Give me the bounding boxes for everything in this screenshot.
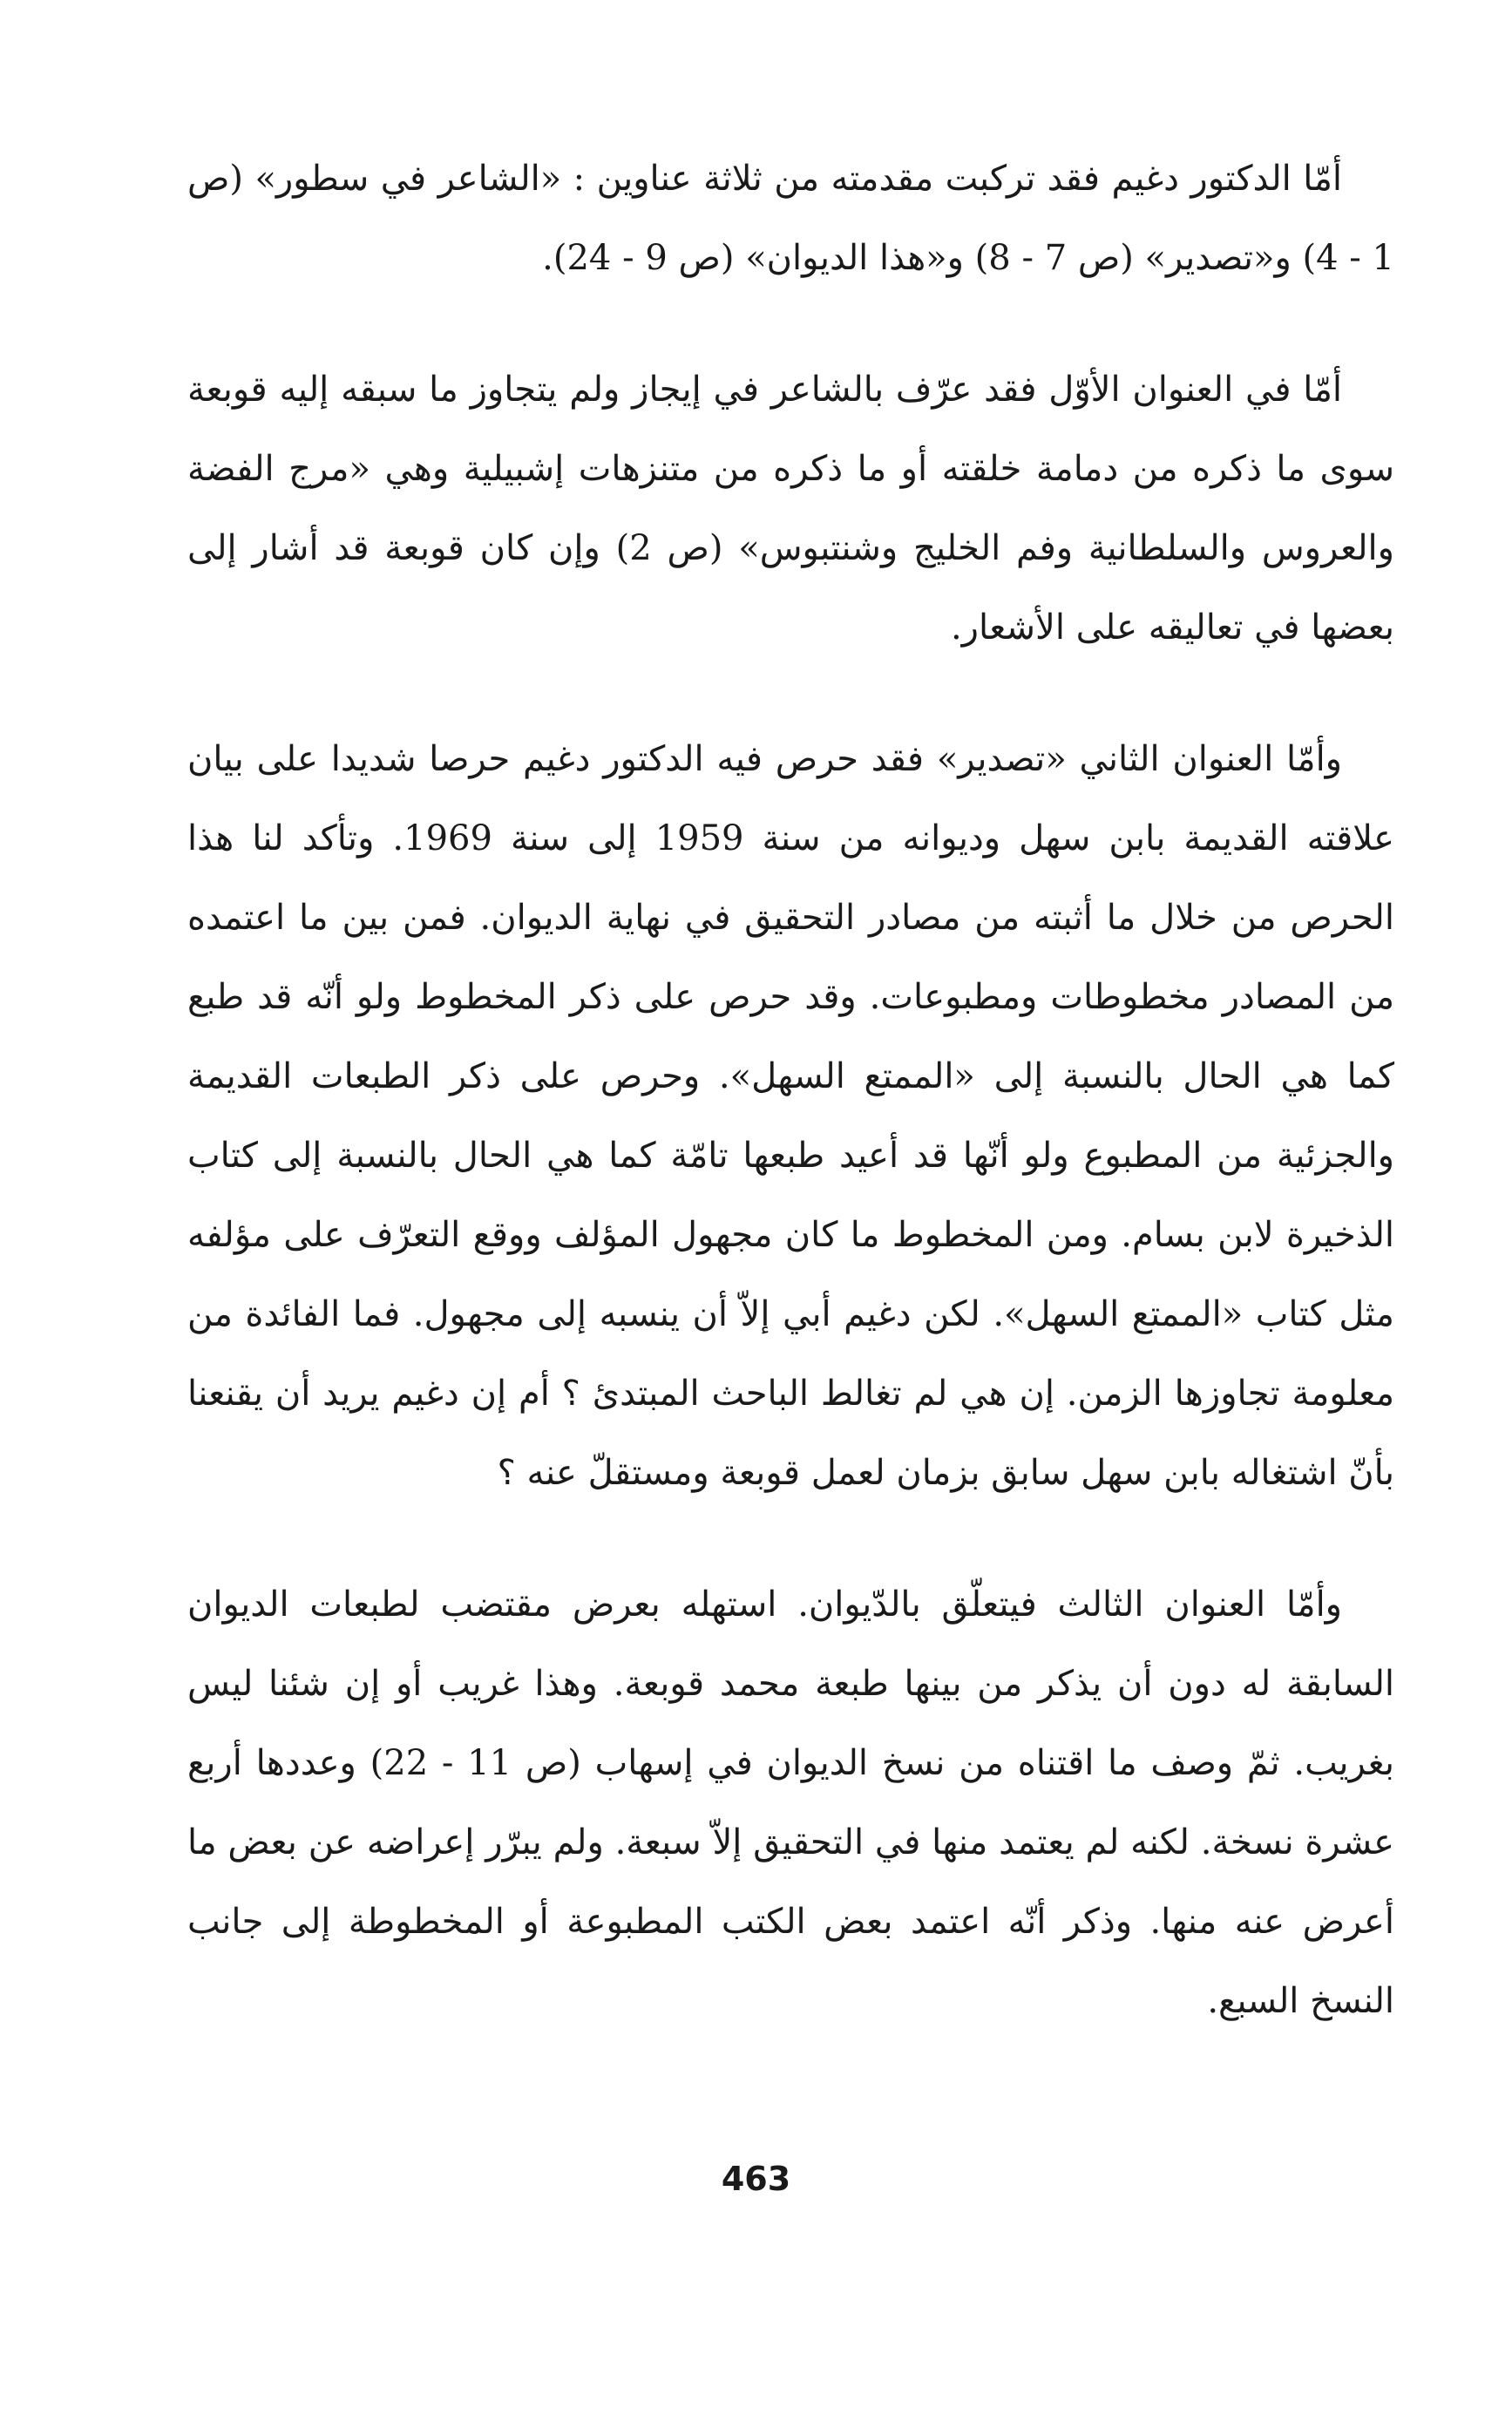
paragraph-second-title: وأمّا العنوان الثاني «تصدير» فقد حرص فيه الدكتور دغيم حرصا شديدا على بيان علاقته القديمة بابن سهل وديوانه من سنة 1959 إلى سنة 1969. وتأكد لنا هذا الحرص من خلال ما أثبته من مصادر التحقيق في نهاية الديوان. فمن بين ما اعتمده من المصادر مخطوطات ومطبوعات. وقد حرص على ذكر المخطوط ولو أنّه قد طبع كما هي الحال بالنسبة إلى «الممتع السهل». وحرص على ذكر الطبعات القديمة والجزئية من المطبوع ولو أنّها قد أعيد طبعها تامّة كما هي الحال بالنسبة إلى كتاب الذخيرة لابن بسام. ومن المخطوط ما كان مجهول المؤلف ووقع التعرّف على مؤلفه مثل كتاب «الممتع السهل». لكن دغيم أبي إلاّ أن ينسبه إلى مجهول. فما الفائدة من معلومة تجاوزها الزمن. إن هي لم تغالط الباحث المبتدئ ؟ أم إن دغيم يريد أن يقنعنا بأنّ اشتغاله بابن سهل سابق بزمان لعمل قوبعة ومستقلّ عنه ؟ — [187, 739, 1394, 1493]
paragraph-intro: أمّا الدكتور دغيم فقد تركبت مقدمته من ثلاثة عناوين : «الشاعر في سطور» (ص 1 - 4) و«تصدير» (ص 7 - 8) و«هذا الديوان» (ص 9 - 24). — [187, 159, 1394, 278]
paragraph-third-title: وأمّا العنوان الثالث فيتعلّق بالدّيوان. استهله بعرض مقتضب لطبعات الديوان السابقة له دون أن يذكر من بينها طبعة محمد قوبعة. وهذا غريب أو إن شئنا ليس بغريب. ثمّ وصف ما اقتناه من نسخ الديوان في إسهاب (ص 11 - 22) وعددها أربع عشرة نسخة. لكنه لم يعتمد منها في التحقيق إلاّ سبعة. ولم يبرّر إعراضه عن بعض ما أعرض عنه منها. وذكر أنّه اعتمد بعض الكتب المطبوعة أو المخطوطة إلى جانب النسخ السبع. — [187, 1584, 1394, 2021]
body-text — [187, 139, 1394, 2093]
paragraph-first-title: أمّا في العنوان الأوّل فقد عرّف بالشاعر في إيجاز ولم يتجاوز ما سبقه إليه قوبعة سوى ما ذكره من دمامة خلقته أو ما ذكره من متنزهات إشبيلية وهي «مرج الفضة والعروس والسلطانية وفم الخليج وشنتبوس» (ص 2) وإن كان قوبعة قد أشار إلى بعضها في تعاليقه على الأشعار. — [187, 370, 1394, 648]
page-number: 463 — [721, 2160, 791, 2198]
